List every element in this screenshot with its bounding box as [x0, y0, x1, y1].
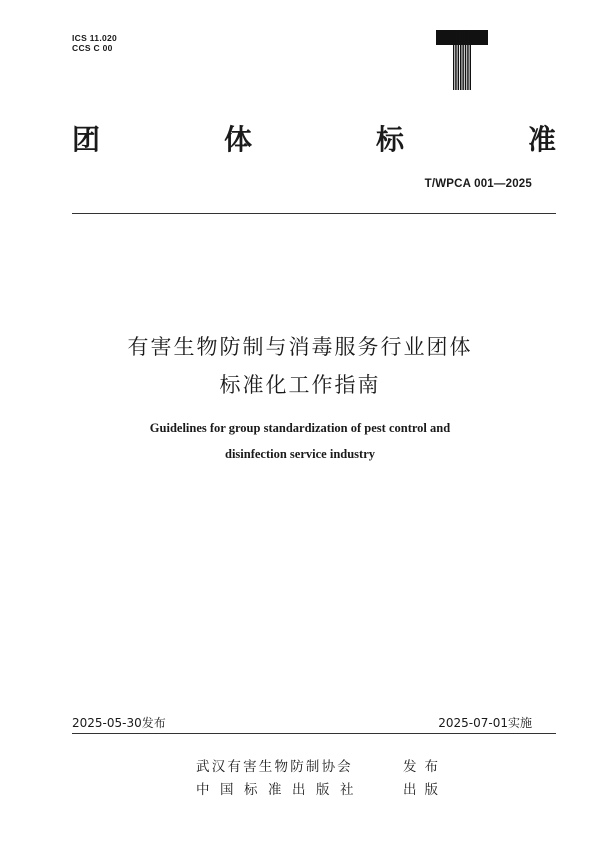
chinese-title-line1: 有害生物防制与消毒服务行业团体	[127, 335, 473, 359]
publisher-name: 中国标准出版社	[196, 782, 364, 798]
ccs-code: CCS C 00	[72, 43, 113, 53]
publisher-row	[196, 778, 446, 798]
publisher-name: 武汉有害生物防制协会	[196, 759, 353, 775]
standard-type-char: 准	[527, 123, 556, 156]
implementation-date: 2025-07-01实施	[438, 716, 532, 730]
publisher-action: 发布	[403, 759, 446, 775]
classification-codes	[72, 33, 117, 53]
bottom-divider	[72, 733, 556, 734]
group-standard-t-logo	[436, 30, 488, 90]
english-title-line1: Guidelines for group standardization of pest control and	[149, 421, 451, 435]
chinese-title-line2: 标准化工作指南	[219, 373, 381, 397]
publisher-action: 出版	[403, 782, 446, 798]
issue-date: 2025-05-30发布	[72, 716, 166, 730]
standard-type-char: 团	[72, 123, 101, 156]
publisher-row	[196, 755, 446, 775]
ics-code: ICS 11.020	[72, 33, 118, 43]
standard-type-char: 体	[223, 123, 252, 156]
standard-type-char: 标	[375, 123, 404, 156]
standard-type-heading	[72, 122, 556, 158]
top-divider	[72, 213, 556, 214]
english-title-line2: disinfection service industry	[225, 447, 375, 461]
standard-number: T/WPCA 001—2025	[424, 178, 532, 190]
